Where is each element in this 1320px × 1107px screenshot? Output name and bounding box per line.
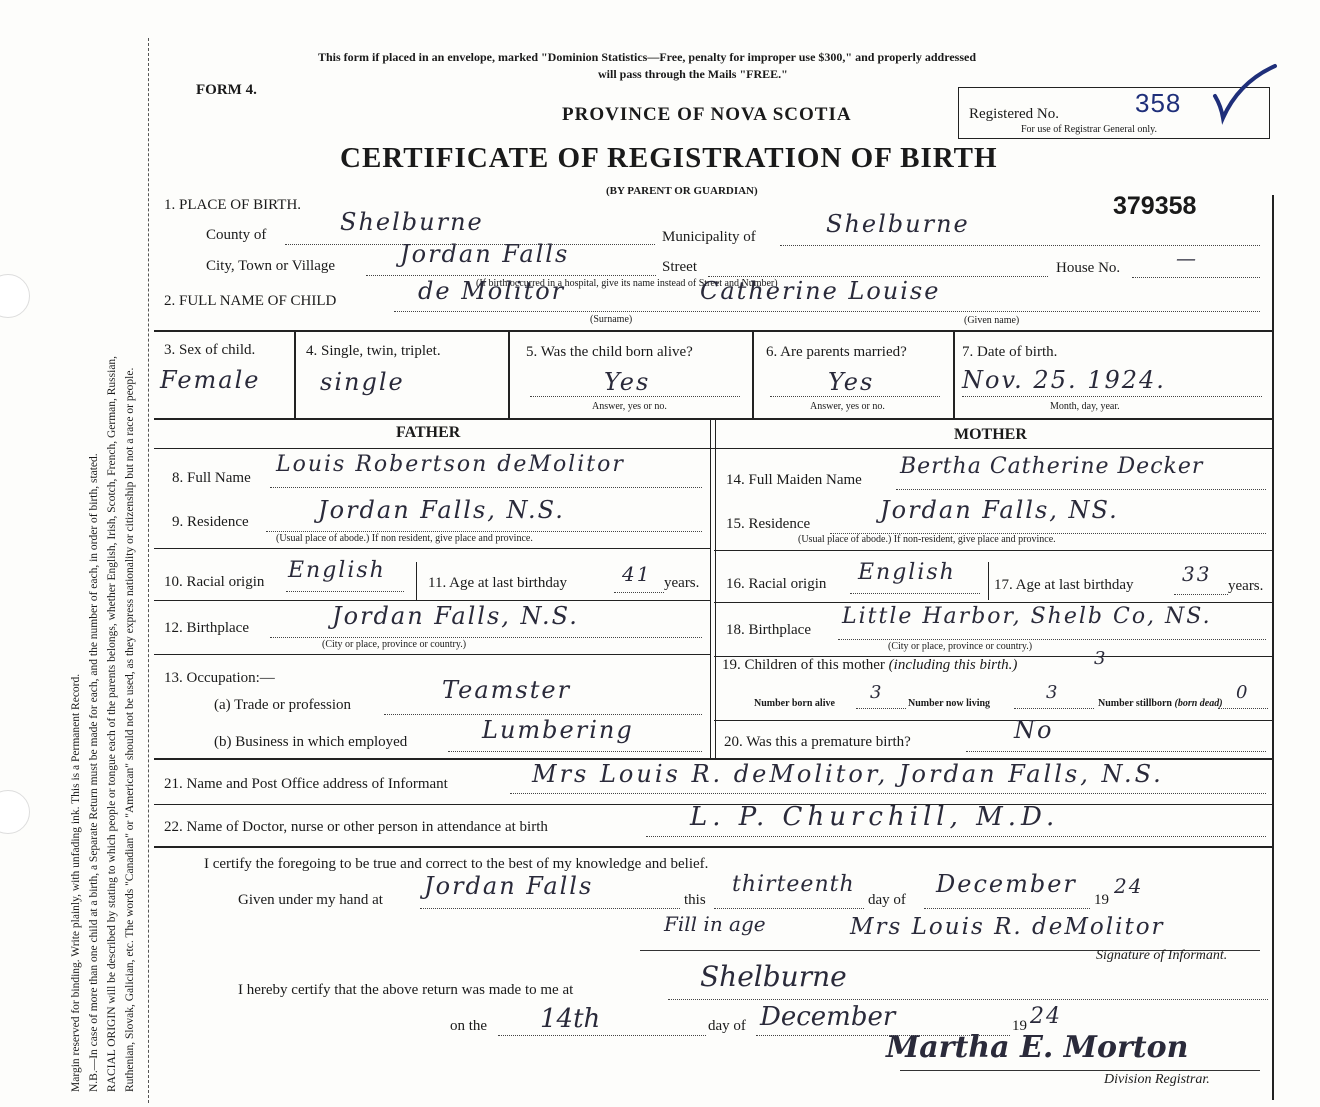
child-name-label: 2. FULL NAME OF CHILD — [164, 293, 337, 309]
informant-signature: Mrs Louis R. deMolitor — [850, 914, 1165, 940]
premature-label: 20. Was this a premature birth? — [724, 734, 911, 750]
stillborn-label-text: Number stillborn — [1098, 698, 1172, 709]
mother-residence-value: Jordan Falls, NS. — [880, 496, 1119, 524]
registrar-place-value: Shelburne — [700, 960, 847, 993]
province-heading: PROVINCE OF NOVA SCOTIA — [562, 104, 852, 125]
date-of-birth-label: 7. Date of birth. — [962, 344, 1058, 360]
house-number-value: — — [1176, 246, 1198, 270]
father-residence-label: 9. Residence — [172, 514, 249, 530]
stillborn-value: 0 — [1236, 682, 1250, 703]
informant-value: Mrs Louis R. deMolitor, Jordan Falls, N.S. — [532, 760, 1164, 788]
father-heading: FATHER — [396, 424, 461, 441]
mother-birthplace-label: 18. Birthplace — [726, 622, 811, 638]
county-value: Shelburne — [340, 208, 484, 236]
date-of-birth-note: Month, day, year. — [1050, 401, 1120, 412]
born-alive-label: 5. Was the child born alive? — [526, 344, 693, 360]
surname-note: (Surname) — [590, 314, 633, 325]
now-living-value: 3 — [1046, 682, 1060, 703]
place-of-birth-label: 1. PLACE OF BIRTH. — [164, 197, 302, 213]
informant-signature-label: Signature of Informant. — [1096, 948, 1228, 963]
certify-this-label: this — [684, 892, 706, 908]
parents-married-label: 6. Are parents married? — [766, 344, 907, 360]
father-age-label: 11. Age at last birthday — [428, 575, 567, 591]
children-label-text: 19. Children of this mother — [722, 657, 885, 673]
premature-value: No — [1014, 716, 1054, 744]
father-race-value: English — [288, 558, 386, 583]
registrar-certify-text: I hereby certify that the above return was made to me at — [238, 982, 574, 998]
mother-race-label: 16. Racial origin — [726, 576, 827, 592]
registrar-signature: Martha E. Morton — [886, 1030, 1189, 1065]
registrar-month-value: December — [760, 1002, 896, 1032]
mother-birthplace-note: (City or place, province or country.) — [888, 641, 1033, 652]
father-birthplace-note: (City or place, province or country.) — [322, 639, 467, 650]
registrar-on-label: on the — [450, 1018, 488, 1034]
divider-1 — [154, 330, 1272, 332]
date-of-birth-value: Nov. 25. 1924. — [962, 366, 1166, 394]
street-note: (If birth occurred in a hospital, give its name instead of Street and Number) — [476, 278, 778, 289]
father-name-value: Louis Robertson deMolitor — [276, 452, 625, 477]
mother-years-label: years. — [1228, 578, 1264, 594]
child-surname-value: de Molitor — [418, 277, 566, 305]
plurality-value: single — [320, 368, 405, 396]
given-name-note: (Given name) — [964, 315, 1020, 326]
father-name-label: 8. Full Name — [172, 470, 251, 486]
stillborn-label — [1098, 698, 1223, 709]
mother-birthplace-value: Little Harbor, Shelb Co, NS. — [842, 604, 1212, 629]
doctor-value: L. P. Churchill, M.D. — [690, 802, 1060, 832]
certification-text: I certify the foregoing to be true and correct to the best of my knowledge and belief. — [204, 856, 709, 872]
registered-number-label: Registered No. — [969, 106, 1059, 122]
document-stamp-number: 379358 — [1113, 192, 1197, 220]
now-living-label: Number now living — [908, 698, 991, 709]
divider-4 — [154, 846, 1272, 848]
registered-number-note: For use of Registrar General only. — [1021, 124, 1157, 135]
mother-heading: MOTHER — [954, 426, 1027, 443]
registrar-year-prefix: 19 — [1012, 1018, 1027, 1034]
certify-day-of-label: day of — [868, 892, 906, 908]
born-alive-count-label: Number born alive — [754, 698, 835, 709]
registered-number-box — [958, 87, 1270, 139]
form-number: FORM 4. — [196, 82, 257, 98]
father-birthplace-value: Jordan Falls, N.S. — [332, 602, 579, 630]
mother-name-label: 14. Full Maiden Name — [726, 472, 862, 488]
mother-race-value: English — [858, 560, 956, 585]
city-value: Jordan Falls — [400, 240, 570, 268]
child-given-name-value: Catherine Louise — [700, 277, 941, 305]
father-race-label: 10. Racial origin — [164, 574, 265, 590]
certify-month-value: December — [936, 870, 1077, 898]
mother-age-value: 33 — [1182, 562, 1212, 586]
father-years-label: years. — [664, 575, 700, 591]
division-registrar-label: Division Registrar. — [1104, 1072, 1210, 1087]
trade-label: (a) Trade or profession — [214, 697, 352, 713]
parents-married-value: Yes — [828, 368, 875, 396]
born-alive-count-value: 3 — [870, 682, 884, 703]
children-value: 3 — [1094, 648, 1108, 669]
margin-note-3: RACIAL ORIGIN will be described by stating to which people or tongue each of the parents belongs, whether English, Irish, Scotch, French, German, Russian, — [106, 355, 118, 1092]
trade-value: Teamster — [442, 676, 572, 704]
father-birthplace-label: 12. Birthplace — [164, 620, 249, 636]
certify-place-value: Jordan Falls — [424, 872, 594, 900]
mother-residence-label: 15. Residence — [726, 516, 811, 532]
plurality-label: 4. Single, twin, triplet. — [306, 343, 441, 359]
punch-hole-top — [0, 274, 30, 318]
father-age-value: 41 — [622, 562, 652, 586]
informant-label: 21. Name and Post Office address of Informant — [164, 776, 448, 792]
doctor-label: 22. Name of Doctor, nurse or other person in attendance at birth — [164, 819, 548, 835]
house-number-label: House No. — [1056, 260, 1121, 276]
fill-in-age-note: Fill in age — [664, 912, 766, 936]
stillborn-label-note: (born dead) — [1174, 698, 1223, 709]
registered-number-value: 358 — [1135, 88, 1182, 118]
occupation-label: 13. Occupation:— — [164, 670, 275, 686]
postal-notice-line1: This form if placed in an envelope, marked "Dominion Statistics—Free, penalty for improper use $300," and properly addressed — [318, 50, 977, 64]
street-label: Street — [662, 259, 697, 275]
registrar-day-of-label: day of — [708, 1018, 746, 1034]
certify-day-value: thirteenth — [732, 872, 855, 897]
parents-divider — [710, 418, 716, 758]
born-alive-value: Yes — [604, 368, 651, 396]
children-label-note: (including this birth.) — [888, 657, 1018, 673]
sex-value: Female — [160, 366, 261, 394]
county-label: County of — [206, 227, 267, 243]
parents-married-note: Answer, yes or no. — [810, 401, 885, 412]
business-value: Lumbering — [482, 716, 634, 744]
margin-note-1: Margin reserved for binding. Write plainly, with unfading ink. This is a Permanent Record. — [70, 673, 82, 1092]
margin-rule — [148, 38, 150, 1103]
certify-year-value: 24 — [1114, 874, 1144, 898]
certify-year-prefix: 19 — [1094, 892, 1109, 908]
punch-hole-bottom — [0, 790, 30, 834]
sex-label: 3. Sex of child. — [164, 342, 256, 358]
margin-note-4: Ruthenian, Slovak, Galician, etc. The words "Canadian" or "American" should not be used, as they express nationality or citizenship but not a race or people. — [124, 367, 136, 1092]
municipality-label: Municipality of — [662, 229, 756, 245]
municipality-value: Shelburne — [826, 210, 970, 238]
certificate-title: CERTIFICATE OF REGISTRATION OF BIRTH — [340, 142, 998, 174]
mother-name-value: Bertha Catherine Decker — [900, 454, 1204, 479]
city-label: City, Town or Village — [206, 258, 336, 274]
business-label: (b) Business in which employed — [214, 734, 408, 750]
registrar-year-value: 24 — [1030, 1004, 1062, 1029]
father-residence-note: (Usual place of abode.) If non resident, give place and province. — [276, 533, 533, 544]
registrar-day-value: 14th — [540, 1004, 601, 1034]
given-under-label: Given under my hand at — [238, 892, 383, 908]
mother-residence-note: (Usual place of abode.) If non-resident, give place and province. — [798, 534, 1056, 545]
mother-age-label: 17. Age at last birthday — [994, 577, 1134, 593]
postal-notice-line2: will pass through the Mails "FREE." — [598, 67, 788, 81]
born-alive-note: Answer, yes or no. — [592, 401, 667, 412]
check-mark-icon — [1209, 62, 1279, 126]
margin-note-2: N.B.—In case of more than one child at a birth, a Separate Return must be made for each, and the number of each, in order of birth, stated. — [88, 453, 100, 1092]
certificate-subtitle: (BY PARENT OR GUARDIAN) — [606, 185, 758, 197]
father-residence-value: Jordan Falls, N.S. — [318, 496, 565, 524]
children-label — [722, 657, 1017, 674]
